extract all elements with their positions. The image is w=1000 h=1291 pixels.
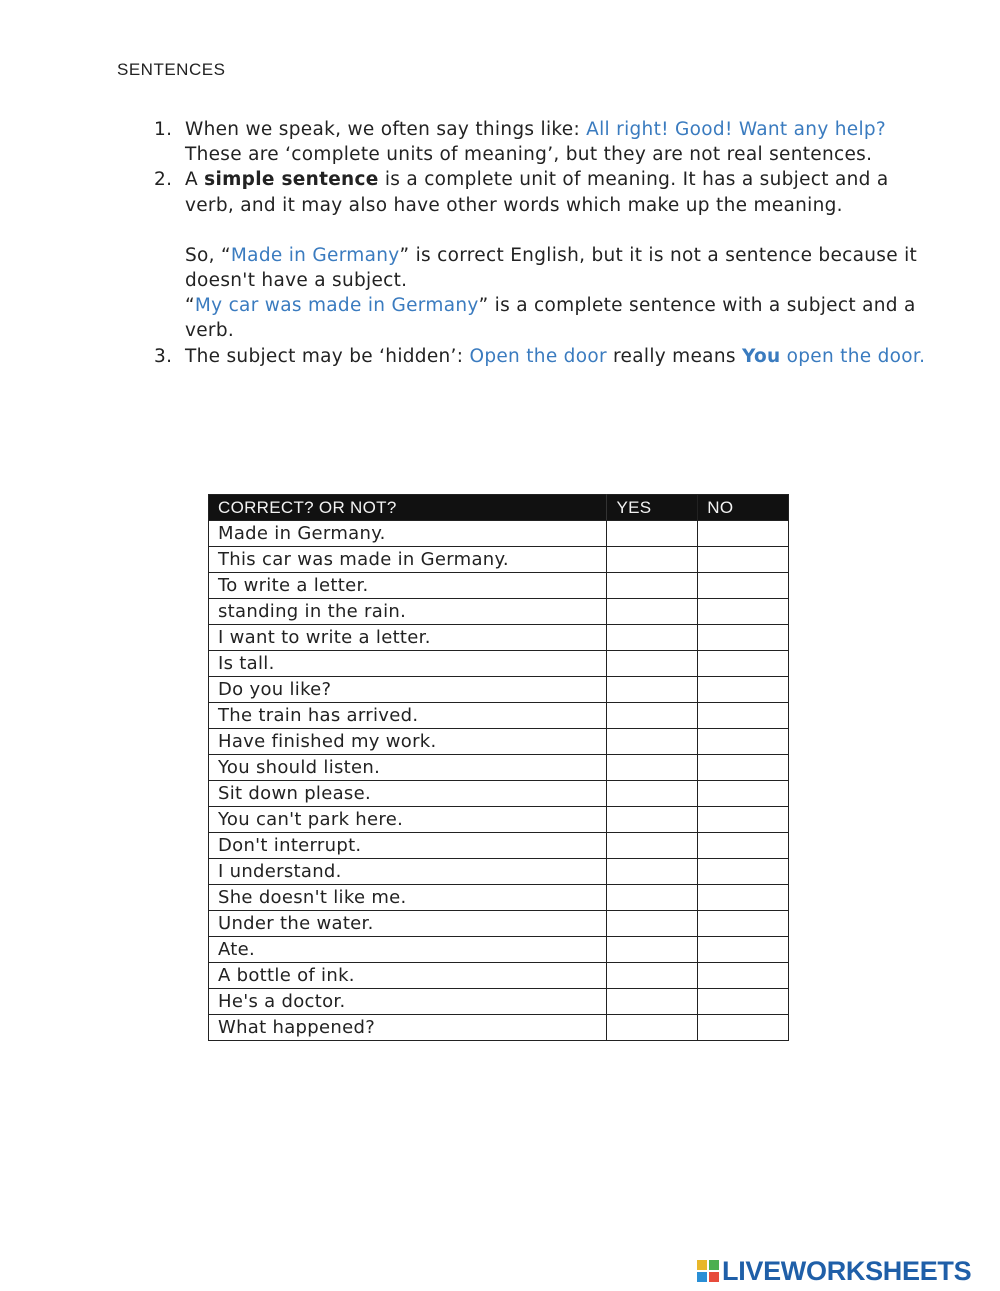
example-text: open the door. [780,345,926,367]
no-answer-cell[interactable] [698,599,789,625]
yes-answer-cell[interactable] [607,885,698,911]
explanation-list [140,117,930,369]
example-text: Open the door [469,345,607,367]
sentence-cell: You should listen. [209,755,607,781]
table-row [209,703,789,729]
item-text: “ [185,295,195,317]
yes-answer-cell[interactable] [607,625,698,651]
no-answer-cell[interactable] [698,625,789,651]
yes-answer-cell[interactable] [607,755,698,781]
table-row [209,807,789,833]
liveworksheets-icon [697,1260,719,1282]
yes-answer-cell[interactable] [607,599,698,625]
sentence-cell: Ate. [209,937,607,963]
item-text: A [185,169,205,191]
example-text: Made in Germany [230,244,400,266]
sentence-cell: To write a letter. [209,573,607,599]
sentence-cell: The train has arrived. [209,703,607,729]
item-number: 2. [154,169,173,191]
sentence-cell: Is tall. [209,651,607,677]
no-answer-cell[interactable] [698,833,789,859]
yes-answer-cell[interactable] [607,729,698,755]
example-text: All right! Good! Want any help? [586,119,887,140]
example-text: My car was made in Germany [194,295,479,317]
no-answer-cell[interactable] [698,677,789,703]
sentence-cell: Do you like? [209,677,607,703]
yes-answer-cell[interactable] [607,859,698,885]
no-answer-cell[interactable] [698,807,789,833]
header-sentence: CORRECT? OR NOT? [209,495,607,521]
sentence-cell: Made in Germany. [209,521,607,547]
no-answer-cell[interactable] [698,781,789,807]
no-answer-cell[interactable] [698,885,789,911]
yes-answer-cell[interactable] [607,807,698,833]
yes-answer-cell[interactable] [607,521,698,547]
yes-answer-cell[interactable] [607,703,698,729]
yes-answer-cell[interactable] [607,547,698,573]
item-text: really means [606,345,742,367]
no-answer-cell[interactable] [698,937,789,963]
sentence-cell: Under the water. [209,911,607,937]
table-row [209,833,789,859]
table-row [209,521,789,547]
item-number: 1. [154,119,173,140]
no-answer-cell[interactable] [698,573,789,599]
table-row [209,1015,789,1041]
yes-answer-cell[interactable] [607,677,698,703]
liveworksheets-logo [697,1255,971,1287]
list-item [140,344,930,369]
item-text: The subject may be ‘hidden’: [185,345,470,367]
no-answer-cell[interactable] [698,729,789,755]
table-row [209,755,789,781]
no-answer-cell[interactable] [698,651,789,677]
no-answer-cell[interactable] [698,1015,789,1041]
yes-answer-cell[interactable] [607,1015,698,1041]
header-yes: YES [607,495,698,521]
sentence-cell: I understand. [209,859,607,885]
sentence-cell: Sit down please. [209,781,607,807]
example-text: You [741,345,781,367]
sentence-cell: A bottle of ink. [209,963,607,989]
item-text: ” is correct English, but it is not a sentence because it doesn't have a subject. [185,244,918,292]
page-title: SENTENCES [117,60,226,79]
no-answer-cell[interactable] [698,703,789,729]
sentence-cell: I want to write a letter. [209,625,607,651]
no-answer-cell[interactable] [698,859,789,885]
header-no: NO [698,495,789,521]
sentence-cell: standing in the rain. [209,599,607,625]
no-answer-cell[interactable] [698,963,789,989]
table-row [209,729,789,755]
item-text: ” is a complete sentence with a subject and a verb. [185,295,916,342]
table-row [209,625,789,651]
yes-answer-cell[interactable] [607,911,698,937]
quiz-table [208,494,789,1041]
yes-answer-cell[interactable] [607,963,698,989]
table-row [209,937,789,963]
logo-square [697,1272,707,1282]
no-answer-cell[interactable] [698,547,789,573]
logo-square [697,1260,707,1270]
item-text: So, “ [185,244,231,266]
table-row [209,859,789,885]
list-item [140,117,930,167]
table-header-row [209,495,789,521]
yes-answer-cell[interactable] [607,651,698,677]
term-text: simple sentence [204,169,379,191]
list-item [140,167,930,343]
item-text: These are ‘complete units of meaning’, but they are not real sentences. [185,144,873,166]
sentence-cell: She doesn't like me. [209,885,607,911]
table-row [209,573,789,599]
no-answer-cell[interactable] [698,989,789,1015]
table-row [209,677,789,703]
item-text: is a complete unit of meaning. It has a subject and a verb, and it may also have other words which make up the meaning. [185,169,889,216]
logo-square [709,1260,719,1270]
sentence-cell: This car was made in Germany. [209,547,607,573]
sentence-cell: He's a doctor. [209,989,607,1015]
table-row [209,599,789,625]
table-row [209,963,789,989]
table-row [209,885,789,911]
yes-answer-cell[interactable] [607,573,698,599]
yes-answer-cell[interactable] [607,937,698,963]
logo-square [709,1272,719,1282]
no-answer-cell[interactable] [698,755,789,781]
table-row [209,547,789,573]
yes-answer-cell[interactable] [607,833,698,859]
table-row [209,911,789,937]
sentence-cell: Don't interrupt. [209,833,607,859]
sentence-cell: What happened? [209,1015,607,1041]
sentence-cell: You can't park here. [209,807,607,833]
no-answer-cell[interactable] [698,911,789,937]
no-answer-cell[interactable] [698,521,789,547]
sentence-cell: Have finished my work. [209,729,607,755]
yes-answer-cell[interactable] [607,989,698,1015]
brand-text: LIVEWORKSHEETS [722,1255,972,1286]
yes-answer-cell[interactable] [607,781,698,807]
item-number: 3. [154,345,173,367]
item-text: When we speak, we often say things like: [185,119,587,140]
table-row [209,651,789,677]
table-row [209,781,789,807]
table-row [209,989,789,1015]
